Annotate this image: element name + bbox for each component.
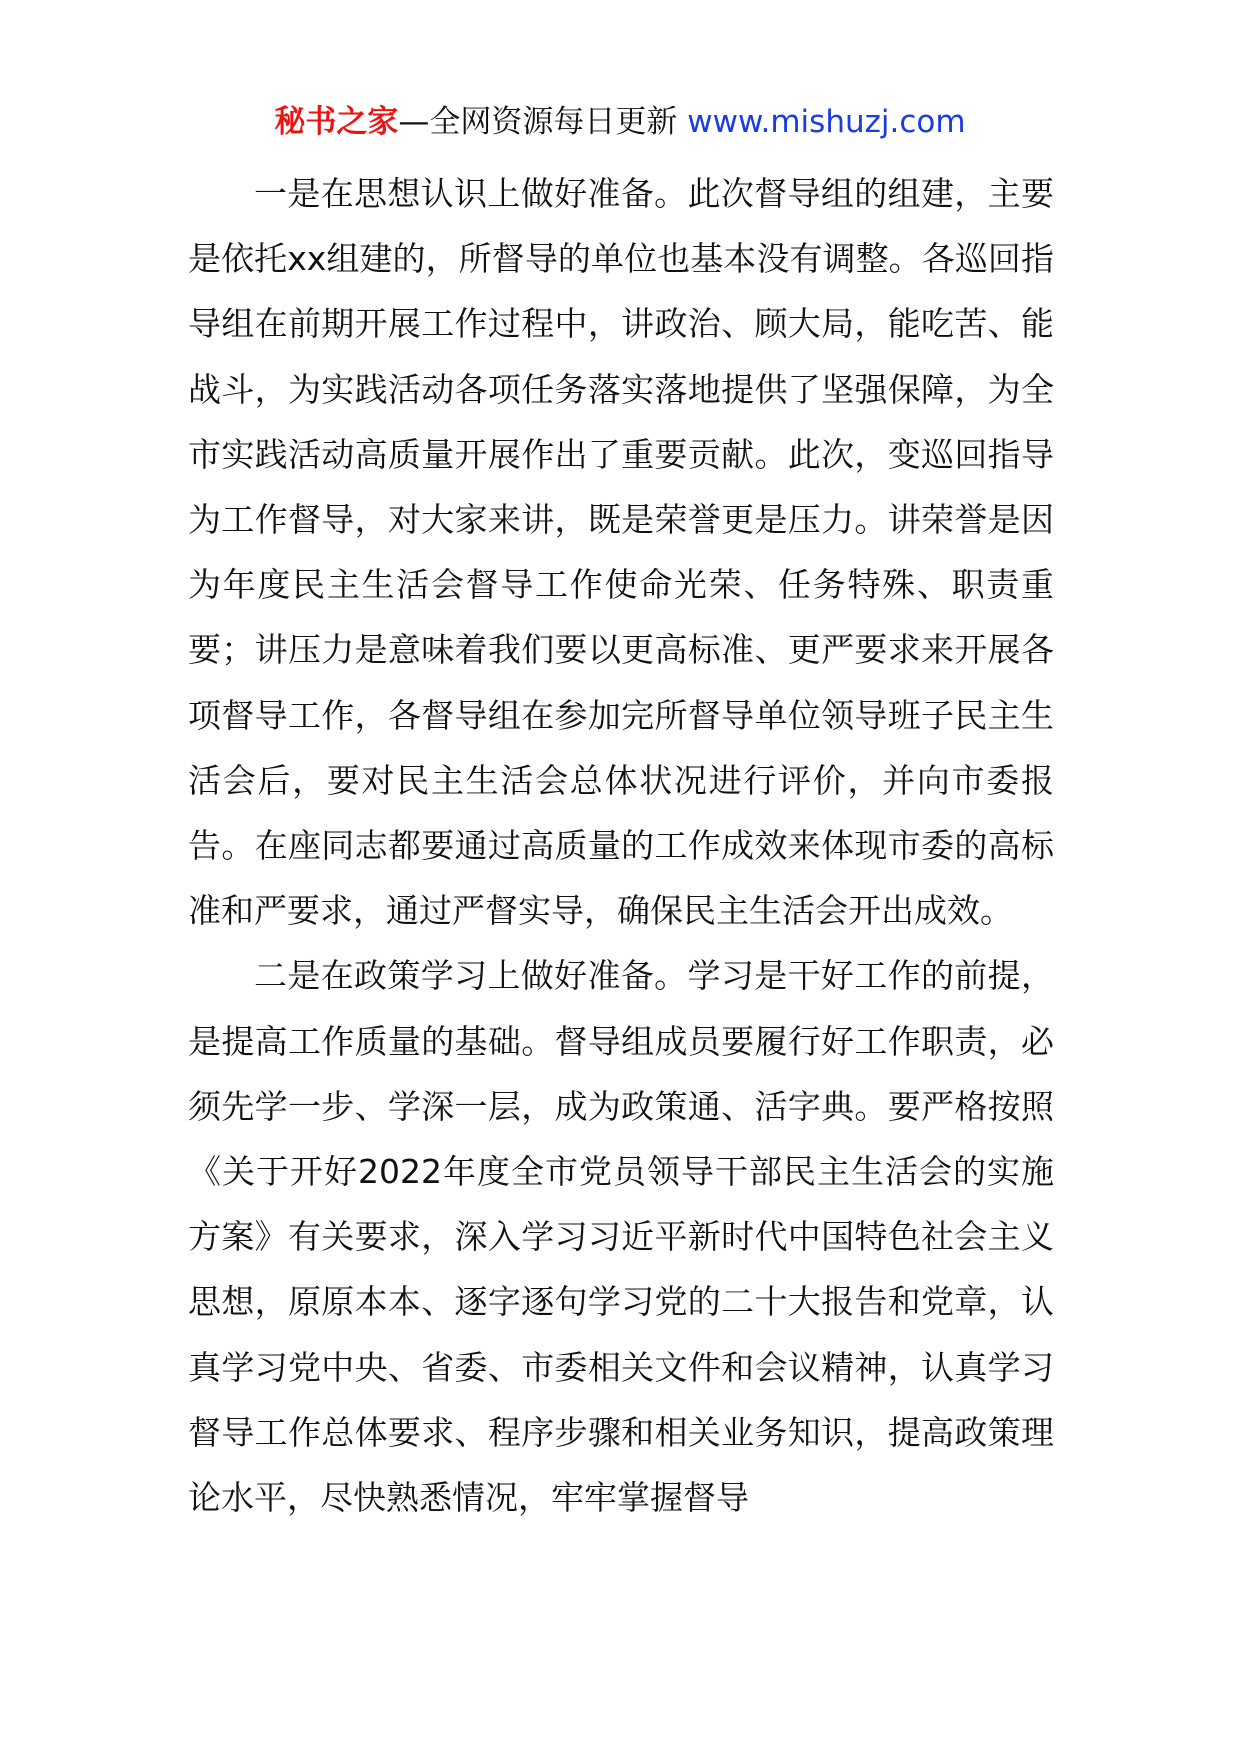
paragraph-2: 二是在政策学习上做好准备。学习是干好工作的前提，是提高工作质量的基础。督导组成员要履行好工作职责，必须先学一步、学深一层，成为政策通、活字典。要严格按照《关于开好2022年度全市党员领导干部民主生活会的实施方案》有关要求，深入学习习近平新时代中国特色社会主义思想，原原本本、逐字逐句学习党的二十大报告和党章，认真学习党中央、省委、市委相关文件和会议精神，认真学习督导工作总体要求、程序步骤和相关业务知识，提高政策理论水平，尽快熟悉情况，牢牢掌握督导 [188, 956, 1054, 1518]
site-url-link[interactable]: www.mishuzj.com [687, 104, 966, 140]
paragraph-1: 一是在思想认识上做好准备。此次督导组的组建，主要是依托xx组建的，所督导的单位也基本没有调整。各巡回指导组在前期开展工作过程中，讲政治、顾大局，能吃苦、能战斗，为实践活动各项任务落实落地提供了坚强保障，为全市实践活动高质量开展作出了重要贡献。此次，变巡回指导为工作督导，对大家来讲，既是荣誉更是压力。讲荣誉是因为年度民主生活会督导工作使命光荣、任务特殊、职责重要；讲压力是意味着我们要以更高标准、更严要求来开展各项督导工作，各督导组在参加完所督导单位领导班子民主生活会后，要对民主生活会总体状况进行评价，并向市委报告。在座同志都要通过高质量的工作成效来体现市委的高标准和严要求，通过严督实导，确保民主生活会开出成效。 [188, 174, 1054, 931]
page-header [0, 100, 1240, 144]
document-body [188, 161, 1054, 1530]
brand-name: 秘书之家 [274, 104, 399, 140]
header-tagline: —全网资源每日更新 [398, 104, 678, 140]
